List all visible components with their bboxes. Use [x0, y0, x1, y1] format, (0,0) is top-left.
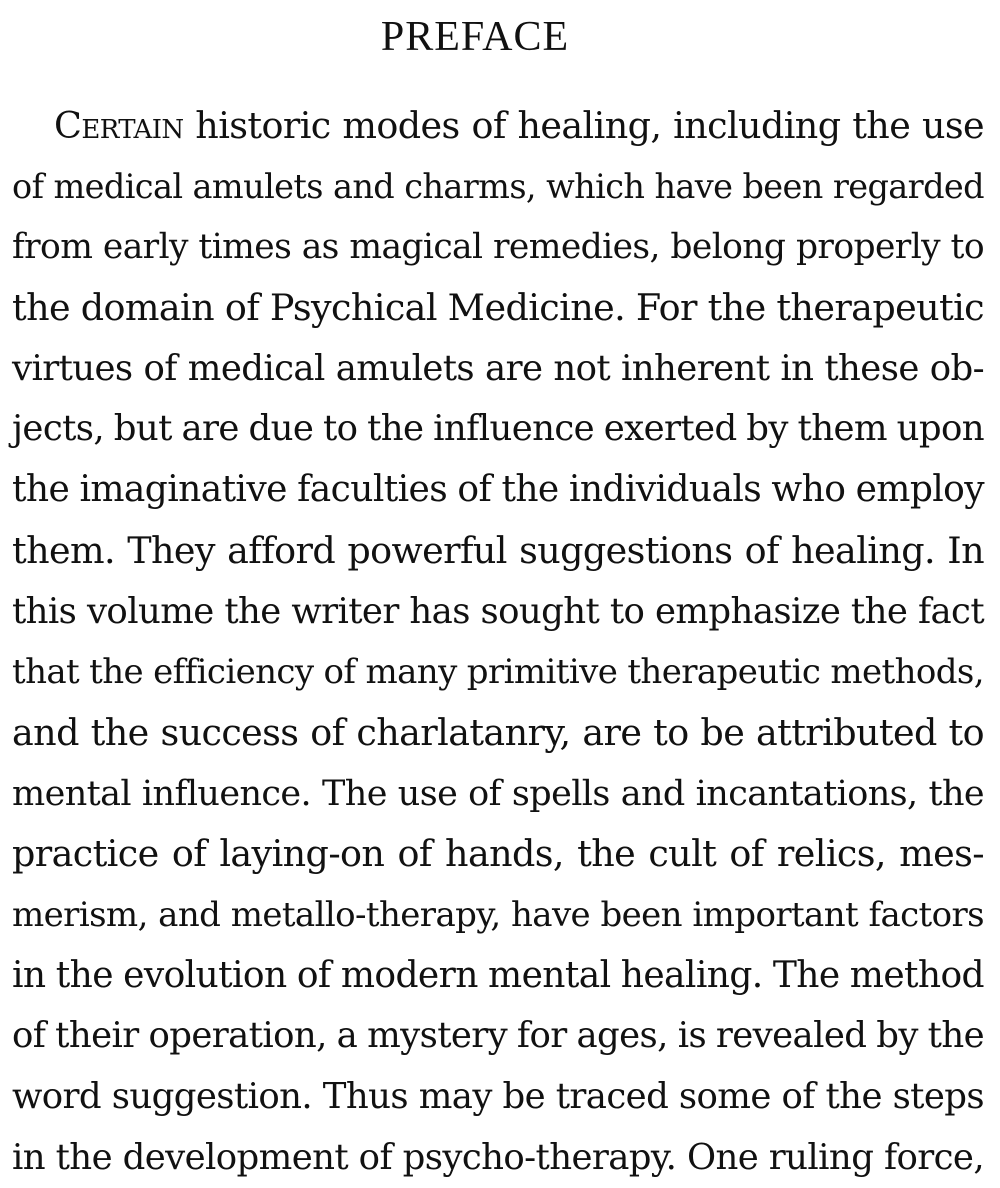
- text-line-7: the imaginative faculties of the individuals who employ: [12, 469, 984, 511]
- text-line-6: jects, but are due to the influence exerted by them upon: [12, 408, 985, 450]
- text-line-18: in the development of psycho-therapy. One ruling force,: [12, 1136, 984, 1178]
- text-line-5: virtues of medical amulets are not inherent in these ob-: [12, 347, 984, 389]
- text-line-14: merism, and metallo-therapy, have been important factors: [12, 894, 984, 935]
- text-line-15: in the evolution of modern mental healing. The method: [12, 954, 984, 996]
- text-line-2: of medical amulets and charms, which have been regarded: [12, 166, 984, 206]
- text-line-11: and the success of charlatanry, are to be attributed to: [12, 710, 984, 754]
- text-line-10: that the efficiency of many primitive therapeutic methods,: [12, 652, 984, 693]
- text-line-8: them. They afford powerful suggestions of healing. In: [12, 528, 984, 572]
- text-line-1-rest: historic modes of healing, including the use: [183, 104, 984, 147]
- text-line-12: mental influence. The use of spells and incantations, the: [12, 773, 984, 814]
- lead-word: Certain: [54, 104, 184, 147]
- text-line-3: from early times as magical remedies, belong properly to: [12, 227, 984, 268]
- text-line-16: of their operation, a mystery for ages, is revealed by the: [12, 1015, 984, 1057]
- text-line-17: word suggestion. Thus may be traced some of the steps: [12, 1076, 984, 1117]
- preface-paragraph: [12, 96, 984, 1188]
- page-title: PREFACE: [380, 14, 570, 60]
- text-line-1: [12, 96, 984, 157]
- text-line-9: this volume the writer has sought to emphasize the fact: [12, 590, 984, 632]
- text-line-13: practice of laying-on of hands, the cult of relics, mes-: [12, 832, 984, 876]
- text-line-4: the domain of Psychical Medicine. For the therapeutic: [12, 286, 984, 330]
